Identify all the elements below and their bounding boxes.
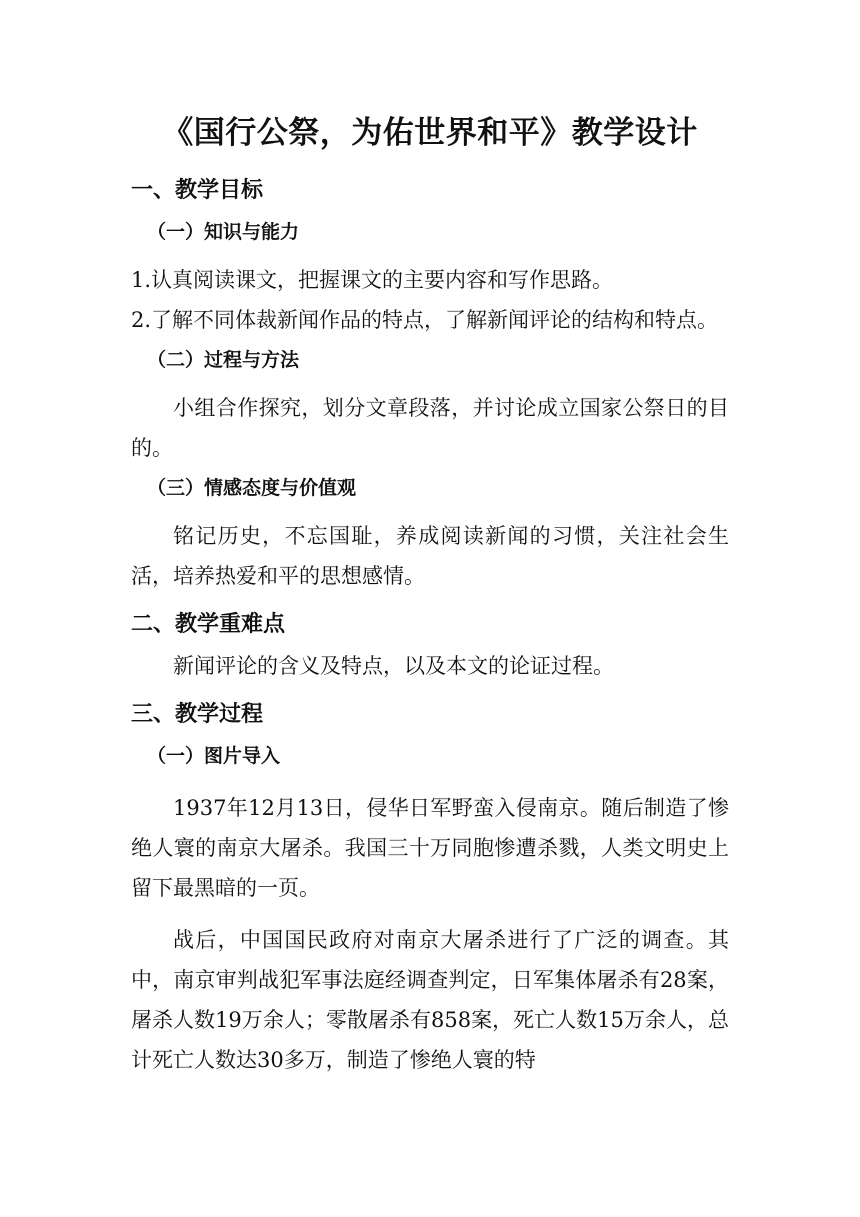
emotion-values-paragraph: 铭记历史，不忘国耻，养成阅读新闻的习惯，关注社会生活，培养热爱和平的思想感情。 (131, 524, 729, 588)
spacer (131, 508, 729, 516)
section-heading-teaching-objectives: 一、教学目标 (131, 178, 264, 203)
spacer (131, 252, 729, 260)
spacer (131, 380, 729, 388)
section-heading-key-difficulties: 二、教学重难点 (131, 612, 286, 637)
subsection-heading-emotion-values: （三）情感态度与价值观 (147, 477, 357, 499)
subsection-heading-process-method: （二）过程与方法 (147, 349, 300, 371)
document-content (131, 108, 729, 1080)
objective-item-2: 2.了解不同体裁新闻作品的特点，了解新闻评论的结构和特点。 (131, 308, 719, 332)
document-title: 《国行公祭，为佑世界和平》教学设计 (162, 115, 698, 151)
spacer (131, 596, 729, 604)
subsection-heading-picture-intro: （一）图片导入 (147, 745, 281, 767)
section-heading-teaching-process: 三、教学过程 (131, 702, 264, 727)
spacer (131, 908, 729, 920)
spacer (131, 776, 729, 788)
picture-intro-paragraph-2: 战后，中国国民政府对南京大屠杀进行了广泛的调查。其中，南京审判战犯军事法庭经调查判定，日军集体屠杀有28案，屠杀人数19万余人；零散屠杀有858案，死亡人数15万余人，总计死亡人数达30多万，制造了惨绝人寰的特 (131, 928, 729, 1072)
key-difficulties-paragraph: 新闻评论的含义及特点，以及本文的论证过程。 (173, 654, 614, 678)
spacer (131, 686, 729, 694)
picture-intro-paragraph-1: 1937年12月13日，侵华日军野蛮入侵南京。随后制造了惨绝人寰的南京大屠杀。我国三十万同胞惨遭杀戮，人类文明史上留下最黑暗的一页。 (131, 796, 729, 900)
objective-item-1: 1.认真阅读课文，把握课文的主要内容和写作思路。 (131, 268, 614, 292)
subsection-heading-knowledge-ability: （一）知识与能力 (147, 221, 300, 243)
process-method-paragraph: 小组合作探究，划分文章段落，并讨论成立国家公祭日的目的。 (131, 396, 729, 460)
